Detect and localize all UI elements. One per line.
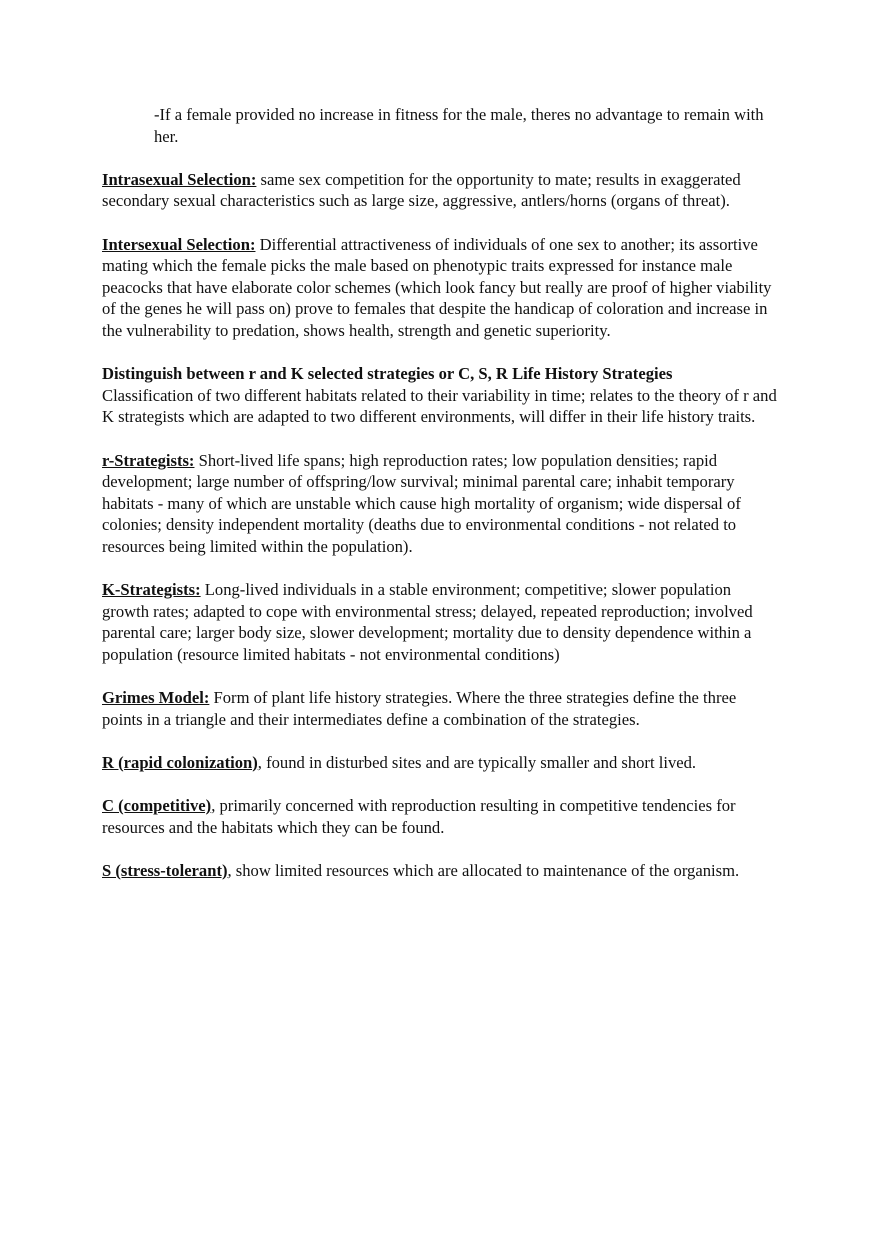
distinguish-heading: Distinguish between r and K selected strategies or C, S, R Life History Strategies: [102, 364, 673, 384]
k-strategists-term: K-Strategists:: [102, 580, 201, 600]
s-stress-paragraph: [102, 860, 778, 882]
intro-paragraph: [102, 104, 778, 147]
intrasexual-term: Intrasexual Selection:: [102, 169, 257, 189]
grimes-paragraph: [102, 687, 778, 730]
grimes-text: Form of plant life history strategies. Where the three strategies define the three points in a triangle and their intermediates define a combination of the strategies.: [102, 688, 737, 729]
r-strategists-text: Short-lived life spans; high reproduction rates; low population densities; rapid development; large number of offspring/low survival; minimal parental care; inhabit temporary habitats - many of which are unstable which cause high mortality of organism; wide dispersal of colonies; density independent mortality (deaths due to environmental conditions - not related to resources being limited within the population).: [102, 450, 741, 556]
intersexual-paragraph: [102, 234, 778, 342]
r-rapid-term: R (rapid colonization): [102, 752, 258, 772]
distinguish-paragraph: [102, 363, 778, 428]
distinguish-text: Classification of two different habitats related to their variability in time; relates to the theory of r and K strategists which are adapted to two different environments, will differ in their life history traits.: [102, 385, 777, 427]
intrasexual-text: same sex competition for the opportunity to mate; results in exaggerated secondary sexual characteristics such as large size, aggressive, antlers/horns (organs of threat).: [102, 169, 741, 211]
s-stress-term: S (stress-tolerant): [102, 860, 228, 880]
k-strategists-text: Long-lived individuals in a stable environment; competitive; slower population growth rates; adapted to cope with environmental stress; delayed, repeated reproduction; involved parental care; larger body size, slower development; mortality due to density dependence within a population (resource limited habitats - not environmental conditions): [102, 580, 753, 664]
k-strategists-paragraph: [102, 579, 778, 665]
r-strategists-paragraph: [102, 450, 778, 558]
intro-text: -If a female provided no increase in fitness for the male, theres no advantage to remain with her.: [154, 105, 764, 146]
r-rapid-paragraph: [102, 752, 778, 774]
r-rapid-text: , found in disturbed sites and are typically smaller and short lived.: [257, 752, 697, 772]
grimes-term: Grimes Model:: [102, 688, 210, 708]
intersexual-term: Intersexual Selection:: [102, 234, 256, 254]
s-stress-text: , show limited resources which are allocated to maintenance of the organism.: [227, 860, 740, 880]
document-body: [102, 104, 778, 903]
r-strategists-term: r-Strategists:: [102, 450, 195, 470]
intersexual-text: Differential attractiveness of individuals of one sex to another; its assortive mating which the female picks the male based on phenotypic traits expressed for instance male peacocks that have elaborate color schemes (which look fancy but really are proof of higher viability of the genes he will pass on) prove to females that despite the handicap of coloration and increase in the vulnerability to predation, shows health, strength and genetic superiority.: [102, 234, 772, 340]
c-competitive-text: , primarily concerned with reproduction resulting in competitive tendencies for resources and the habitats which they can be found.: [102, 796, 736, 837]
intrasexual-paragraph: [102, 169, 778, 212]
c-competitive-paragraph: [102, 795, 778, 838]
c-competitive-term: C (competitive): [102, 796, 212, 815]
